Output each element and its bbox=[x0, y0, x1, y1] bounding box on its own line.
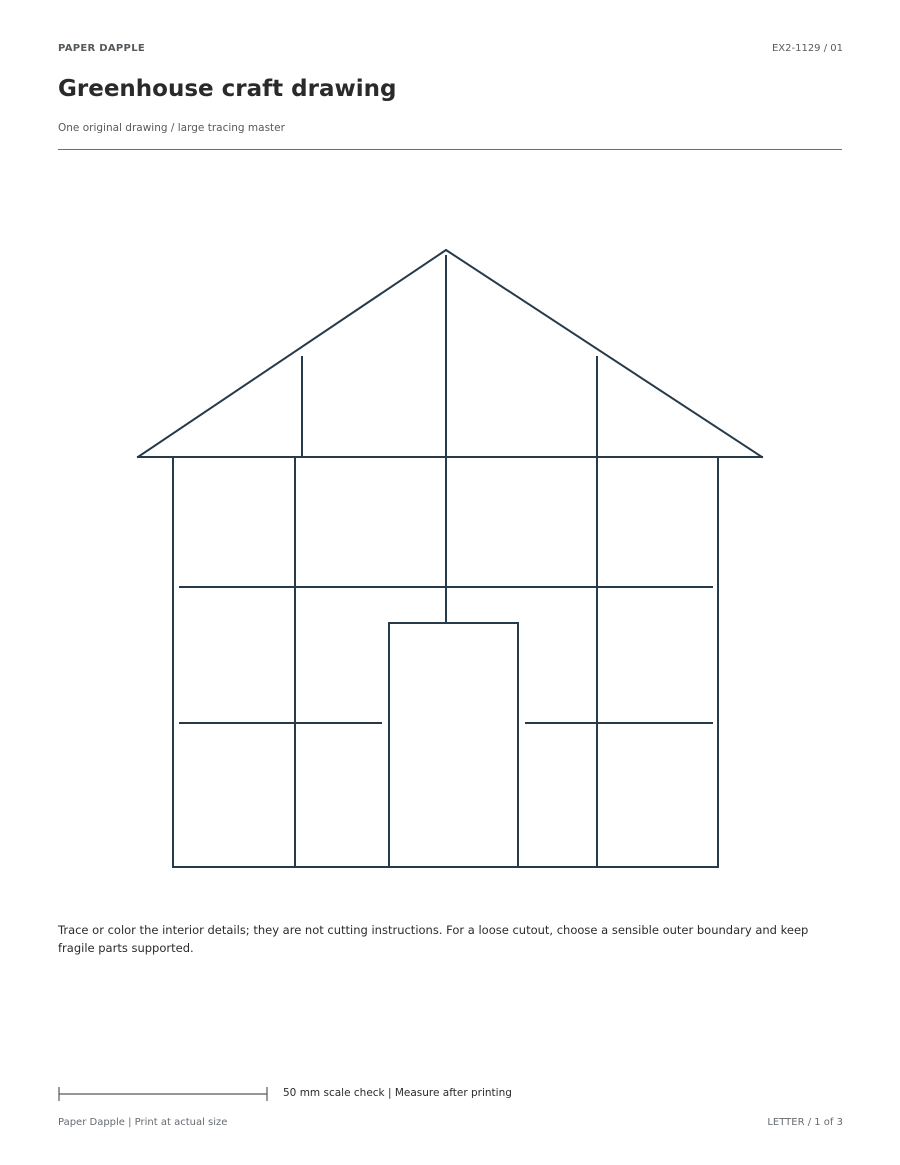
brand-name: PAPER DAPPLE bbox=[58, 43, 145, 54]
document-reference: EX2-1129 / 01 bbox=[771, 43, 843, 54]
footer-page-info: LETTER / 1 of 3 bbox=[767, 1117, 843, 1128]
page-title: Greenhouse craft drawing bbox=[58, 76, 397, 102]
door-outline bbox=[389, 623, 518, 867]
page-subtitle: One original drawing / large tracing master bbox=[58, 122, 285, 134]
scale-bar bbox=[58, 1085, 268, 1103]
tracing-note: Trace or color the interior details; they are not cutting instructions. For a loose cutout, choose a sensible outer boundary and keep fragile parts supported. bbox=[58, 923, 809, 955]
scale-check-label: 50 mm scale check | Measure after printing bbox=[283, 1087, 512, 1099]
footer-left-text: Paper Dapple | Print at actual size bbox=[58, 1117, 228, 1128]
roof-outline bbox=[138, 250, 762, 457]
